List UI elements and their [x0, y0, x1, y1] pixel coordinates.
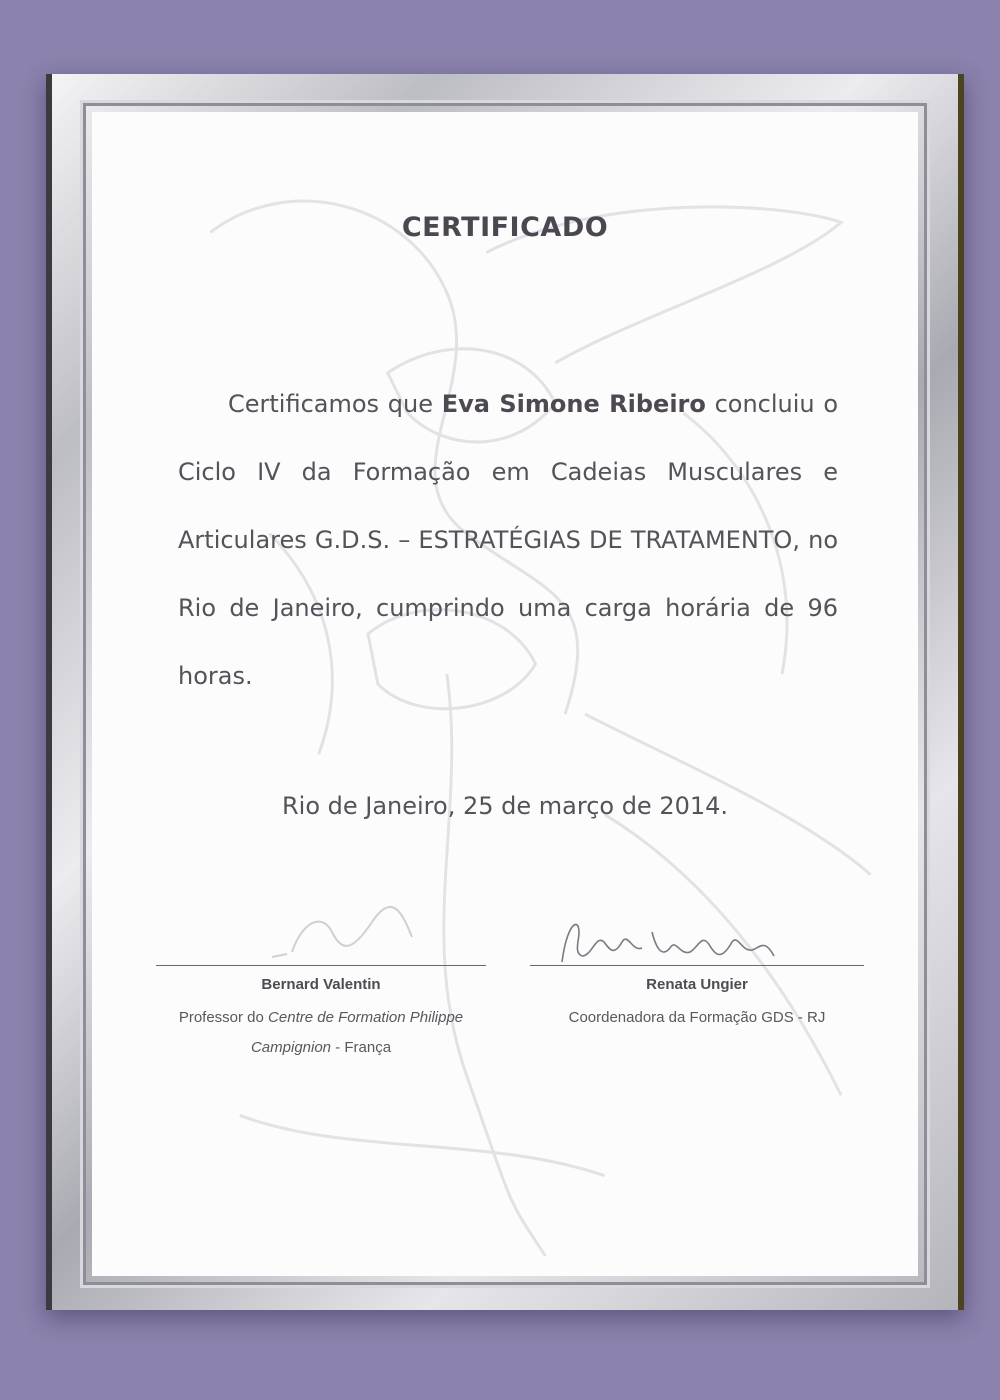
- signatory-left: [156, 965, 486, 1063]
- recipient-name: Eva Simone Ribeiro: [441, 390, 706, 418]
- body-rest: concluiu o Ciclo IV da Formação em Cadeias Musculares e Articulares G.D.S. – ESTRATÉGIAS DE TRATAMENTO, no Rio de Janeiro, cumprindo uma carga horária de 96 horas.: [178, 390, 839, 690]
- role-institution: Centre de Formation Philippe Campignion: [250, 1009, 464, 1056]
- signature-line: [530, 965, 864, 966]
- signatory-role: [156, 1003, 486, 1063]
- certificate-body: [178, 370, 838, 710]
- signatory-name: Bernard Valentin: [261, 976, 381, 993]
- signatory-role: Coordenadora da Formação GDS - RJ: [568, 1009, 826, 1026]
- signature-bernard-valentin: [232, 882, 432, 972]
- signatory-name: Renata Ungier: [646, 976, 748, 993]
- certificate-frame: [46, 74, 964, 1310]
- role-suffix: - França: [331, 1039, 392, 1056]
- certificate-paper: [92, 112, 918, 1276]
- role-prefix: Professor do: [178, 1009, 269, 1026]
- signature-renata-ungier: [552, 912, 782, 972]
- signatory-right: [530, 965, 864, 1033]
- body-intro: Certificamos que: [228, 390, 442, 418]
- certificate-title: CERTIFICADO: [401, 212, 609, 243]
- issue-date: Rio de Janeiro, 25 de março de 2014.: [281, 792, 729, 820]
- signature-line: [156, 965, 486, 966]
